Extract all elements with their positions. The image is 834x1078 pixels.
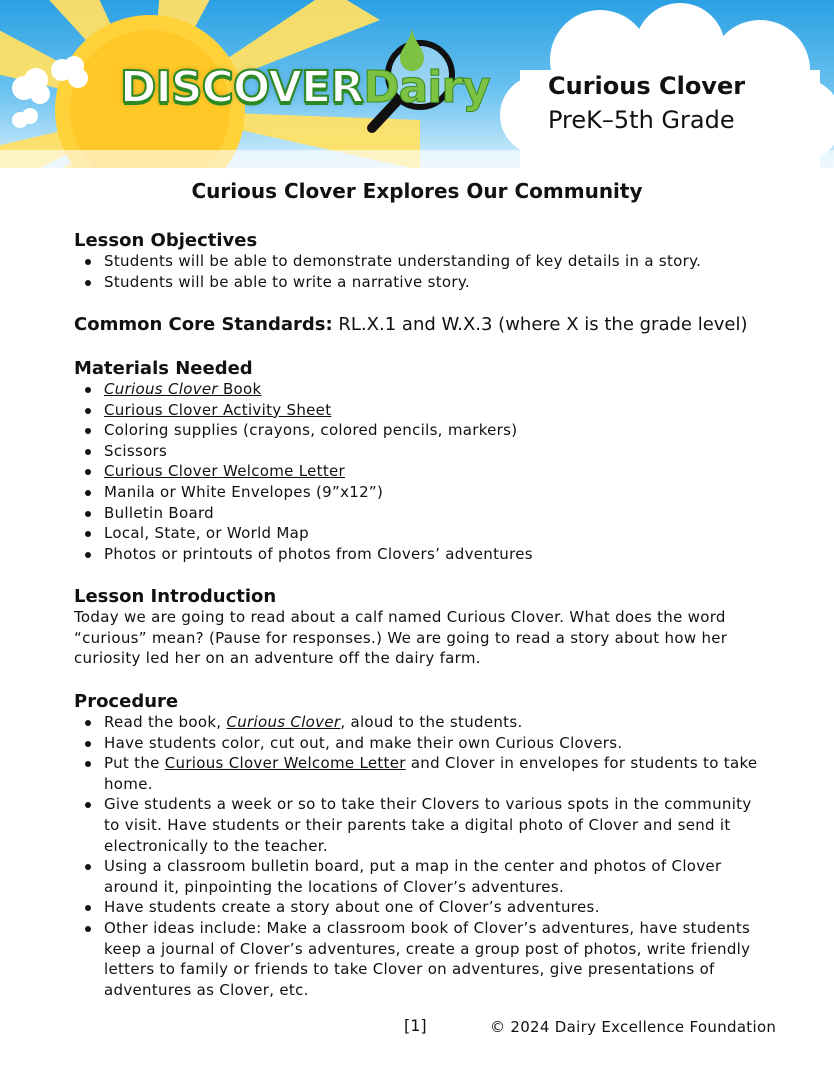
procedure-list: [74, 712, 764, 1000]
list-item: Photos or printouts of photos from Clovers’ adventures: [74, 544, 764, 565]
header-banner: [0, 0, 834, 168]
list-item: Local, State, or World Map: [74, 523, 764, 544]
cloud-title: Curious Clover: [548, 72, 746, 100]
list-item: Have students color, cut out, and make their own Curious Clovers.: [74, 733, 764, 754]
introduction-section: [74, 586, 764, 669]
list-item[interactable]: [74, 461, 764, 482]
procedure-heading: Procedure: [74, 691, 179, 712]
list-item[interactable]: [74, 400, 764, 421]
activity-sheet-link[interactable]: Curious Clover Activity Sheet: [104, 400, 332, 419]
materials-section: [74, 358, 764, 564]
list-item: Using a classroom bulletin board, put a map in the center and photos of Clover around it, pinpointing the locations of Clover’s adventures.: [74, 856, 764, 897]
objectives-list: [74, 251, 764, 292]
list-item: Students will be able to write a narrative story.: [74, 272, 764, 293]
welcome-letter-link[interactable]: Curious Clover Welcome Letter: [164, 754, 406, 773]
materials-heading: Materials Needed: [74, 358, 253, 379]
discover-dairy-logo: DISCOVERDairy: [120, 62, 490, 113]
standards-text: RL.X.1 and W.X.3 (where X is the grade level): [332, 314, 748, 335]
list-item: Bulletin Board: [74, 503, 764, 524]
list-item: Put the Curious Clover Welcome Letter and Clover in envelopes for students to take home.: [74, 753, 764, 794]
list-item: Scissors: [74, 441, 764, 462]
standards-label: Common Core Standards:: [74, 314, 333, 335]
objectives-section: [74, 230, 764, 292]
list-item: Give students a week or so to take their Clovers to various spots in the community to visit. Have students or their parents take a digital photo of Clover and send it electronically to the teacher.: [74, 794, 764, 856]
book-link[interactable]: Curious Clover: [226, 713, 341, 731]
lesson-title: Curious Clover Explores Our Community: [191, 179, 643, 203]
objectives-heading: Lesson Objectives: [74, 230, 258, 251]
introduction-text: Today we are going to read about a calf named Curious Clover. What does the word “curious” mean? (Pause for responses.) We are going to read a story about how her curiosity led her on an adventure off the dairy farm.: [74, 608, 728, 668]
introduction-heading: Lesson Introduction: [74, 586, 277, 607]
list-item: Coloring supplies (crayons, colored pencils, markers): [74, 420, 764, 441]
page-number: [1]: [404, 1016, 427, 1035]
grade-range: PreK–5th Grade: [548, 106, 735, 134]
list-item: Students will be able to demonstrate understanding of key details in a story.: [74, 251, 764, 272]
materials-list: [74, 379, 764, 564]
list-item: Have students create a story about one of Clover’s adventures.: [74, 897, 764, 918]
procedure-section: [74, 691, 764, 1000]
list-item: Manila or White Envelopes (9”x12”): [74, 482, 764, 503]
welcome-letter-link[interactable]: Curious Clover Welcome Letter: [104, 462, 346, 481]
list-item: Other ideas include: Make a classroom book of Clover’s adventures, have students keep a journal of Clover’s adventures, create a group post of photos, write friendly letters to family or friends to take Clover on adventures, give presentations of adventures as Clover, etc.: [74, 918, 764, 1000]
book-link[interactable]: Curious Clover Book: [104, 380, 262, 398]
standards-line: [74, 314, 764, 335]
list-item[interactable]: [74, 379, 764, 400]
copyright: © 2024 Dairy Excellence Foundation: [490, 1018, 777, 1036]
list-item: Read the book, Curious Clover, aloud to the students.: [74, 712, 764, 733]
